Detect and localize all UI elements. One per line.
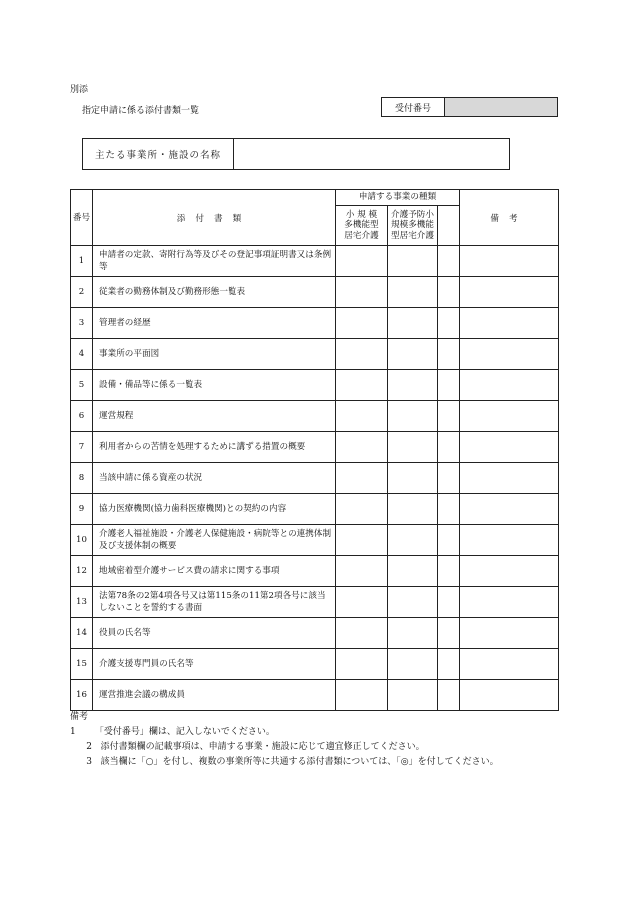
row-service-3-check[interactable] xyxy=(438,401,460,432)
row-service-1-check[interactable] xyxy=(336,618,388,649)
table-body xyxy=(71,246,559,711)
row-service-1-check[interactable] xyxy=(336,432,388,463)
row-service-2-check[interactable] xyxy=(388,680,438,711)
header-service-1: 小 規 模 多機能型 居宅介護 xyxy=(336,206,388,246)
table-row xyxy=(71,618,559,649)
row-remarks[interactable] xyxy=(460,587,559,618)
row-service-2-check[interactable] xyxy=(388,494,438,525)
row-number: 6 xyxy=(71,401,93,432)
table-row xyxy=(71,432,559,463)
row-document: 従業者の勤務体制及び勤務形態一覧表 xyxy=(93,277,336,308)
row-service-2-check[interactable] xyxy=(388,246,438,277)
header-service-3 xyxy=(438,206,460,246)
row-service-2-check[interactable] xyxy=(388,649,438,680)
row-service-3-check[interactable] xyxy=(438,649,460,680)
row-document: 地域密着型介護サービス費の請求に関する事項 xyxy=(93,556,336,587)
row-service-3-check[interactable] xyxy=(438,463,460,494)
row-remarks[interactable] xyxy=(460,370,559,401)
row-service-3-check[interactable] xyxy=(438,494,460,525)
row-remarks[interactable] xyxy=(460,432,559,463)
row-service-3-check[interactable] xyxy=(438,618,460,649)
note-1: 備考1 「受付番号」欄は、記入しないでください。 xyxy=(70,712,275,737)
row-service-3-check[interactable] xyxy=(438,432,460,463)
row-service-3-check[interactable] xyxy=(438,680,460,711)
row-number: 2 xyxy=(71,277,93,308)
row-remarks[interactable] xyxy=(460,649,559,680)
note-2: 2 添付書類欄の記載事項は、申請する事業・施設に応じて適宜修正してください。 xyxy=(86,742,425,752)
row-document: 利用者からの苦情を処理するために講ずる措置の概要 xyxy=(93,432,336,463)
row-document: 役員の氏名等 xyxy=(93,618,336,649)
row-remarks[interactable] xyxy=(460,308,559,339)
table-row xyxy=(71,401,559,432)
row-service-2-check[interactable] xyxy=(388,339,438,370)
row-remarks[interactable] xyxy=(460,463,559,494)
row-service-3-check[interactable] xyxy=(438,525,460,556)
row-number: 13 xyxy=(71,587,93,618)
row-document: 申請者の定款、寄附行為等及びその登記事項証明書又は条例等 xyxy=(93,246,336,277)
facility-name-field[interactable] xyxy=(234,139,509,169)
row-service-1-check[interactable] xyxy=(336,401,388,432)
header-service-2: 介護予防小 規模多機能 型居宅介護 xyxy=(388,206,438,246)
row-document: 運営推進会議の構成員 xyxy=(93,680,336,711)
header-remarks: 備考 xyxy=(460,190,559,246)
row-service-1-check[interactable] xyxy=(336,525,388,556)
table-row xyxy=(71,680,559,711)
table-row xyxy=(71,370,559,401)
row-remarks[interactable] xyxy=(460,525,559,556)
receipt-number-box xyxy=(381,97,558,117)
row-document: 法第78条の2第4項各号又は第115条の11第2項各号に該当しないことを誓約する書面 xyxy=(93,587,336,618)
row-remarks[interactable] xyxy=(460,494,559,525)
note-3: 3 該当欄に「○」を付し、複数の事業所等に共通する添付書類については、「◎」を付してください。 xyxy=(86,757,499,767)
row-service-3-check[interactable] xyxy=(438,339,460,370)
table-row xyxy=(71,277,559,308)
row-service-1-check[interactable] xyxy=(336,680,388,711)
row-document: 事業所の平面図 xyxy=(93,339,336,370)
row-service-1-check[interactable] xyxy=(336,494,388,525)
table-row xyxy=(71,556,559,587)
row-service-1-check[interactable] xyxy=(336,308,388,339)
row-service-3-check[interactable] xyxy=(438,308,460,339)
row-document: 運営規程 xyxy=(93,401,336,432)
table-row xyxy=(71,587,559,618)
row-number: 4 xyxy=(71,339,93,370)
header-number: 番号 xyxy=(71,190,93,246)
facility-name-label: 主たる事業所・施設の名称 xyxy=(83,139,234,169)
row-service-3-check[interactable] xyxy=(438,277,460,308)
row-service-1-check[interactable] xyxy=(336,277,388,308)
row-document: 設備・備品等に係る一覧表 xyxy=(93,370,336,401)
row-service-2-check[interactable] xyxy=(388,308,438,339)
table-row xyxy=(71,649,559,680)
header-documents: 添付書類 xyxy=(93,190,336,246)
row-service-1-check[interactable] xyxy=(336,556,388,587)
row-service-2-check[interactable] xyxy=(388,401,438,432)
row-number: 7 xyxy=(71,432,93,463)
row-service-1-check[interactable] xyxy=(336,370,388,401)
row-number: 14 xyxy=(71,618,93,649)
header-service-group: 申請する事業の種類 xyxy=(336,190,460,206)
table-row xyxy=(71,463,559,494)
row-remarks[interactable] xyxy=(460,556,559,587)
row-service-2-check[interactable] xyxy=(388,587,438,618)
receipt-number-label: 受付番号 xyxy=(382,98,445,116)
row-number: 12 xyxy=(71,556,93,587)
row-service-2-check[interactable] xyxy=(388,463,438,494)
attachment-table xyxy=(70,189,559,711)
row-service-1-check[interactable] xyxy=(336,463,388,494)
row-number: 3 xyxy=(71,308,93,339)
attachment-label: 別添 xyxy=(70,85,89,95)
row-document: 当該申請に係る資産の状況 xyxy=(93,463,336,494)
table-row xyxy=(71,308,559,339)
document-title: 指定申請に係る添付書類一覧 xyxy=(82,106,200,116)
facility-name-box xyxy=(82,138,510,170)
row-service-3-check[interactable] xyxy=(438,556,460,587)
row-document: 介護老人福祉施設・介護老人保健施設・病院等との連携体制及び支援体制の概要 xyxy=(93,525,336,556)
row-service-2-check[interactable] xyxy=(388,370,438,401)
table-row xyxy=(71,339,559,370)
row-service-1-check[interactable] xyxy=(336,587,388,618)
row-service-2-check[interactable] xyxy=(388,525,438,556)
receipt-number-field[interactable] xyxy=(445,98,557,116)
row-document: 介護支援専門員の氏名等 xyxy=(93,649,336,680)
row-number: 5 xyxy=(71,370,93,401)
row-number: 9 xyxy=(71,494,93,525)
notes xyxy=(70,710,590,770)
row-remarks[interactable] xyxy=(460,339,559,370)
row-remarks[interactable] xyxy=(460,401,559,432)
table-row xyxy=(71,494,559,525)
row-remarks[interactable] xyxy=(460,618,559,649)
row-service-3-check[interactable] xyxy=(438,246,460,277)
row-remarks[interactable] xyxy=(460,277,559,308)
row-remarks[interactable] xyxy=(460,246,559,277)
row-service-2-check[interactable] xyxy=(388,556,438,587)
row-service-2-check[interactable] xyxy=(388,277,438,308)
row-service-1-check[interactable] xyxy=(336,649,388,680)
row-number: 1 xyxy=(71,246,93,277)
row-remarks[interactable] xyxy=(460,680,559,711)
row-number: 10 xyxy=(71,525,93,556)
table-row xyxy=(71,246,559,277)
row-service-1-check[interactable] xyxy=(336,339,388,370)
row-number: 8 xyxy=(71,463,93,494)
row-service-2-check[interactable] xyxy=(388,432,438,463)
row-document: 協力医療機関(協力歯科医療機関)との契約の内容 xyxy=(93,494,336,525)
row-service-3-check[interactable] xyxy=(438,587,460,618)
row-service-1-check[interactable] xyxy=(336,246,388,277)
row-number: 15 xyxy=(71,649,93,680)
row-number: 16 xyxy=(71,680,93,711)
row-service-3-check[interactable] xyxy=(438,370,460,401)
table-row xyxy=(71,525,559,556)
row-document: 管理者の経歴 xyxy=(93,308,336,339)
row-service-2-check[interactable] xyxy=(388,618,438,649)
